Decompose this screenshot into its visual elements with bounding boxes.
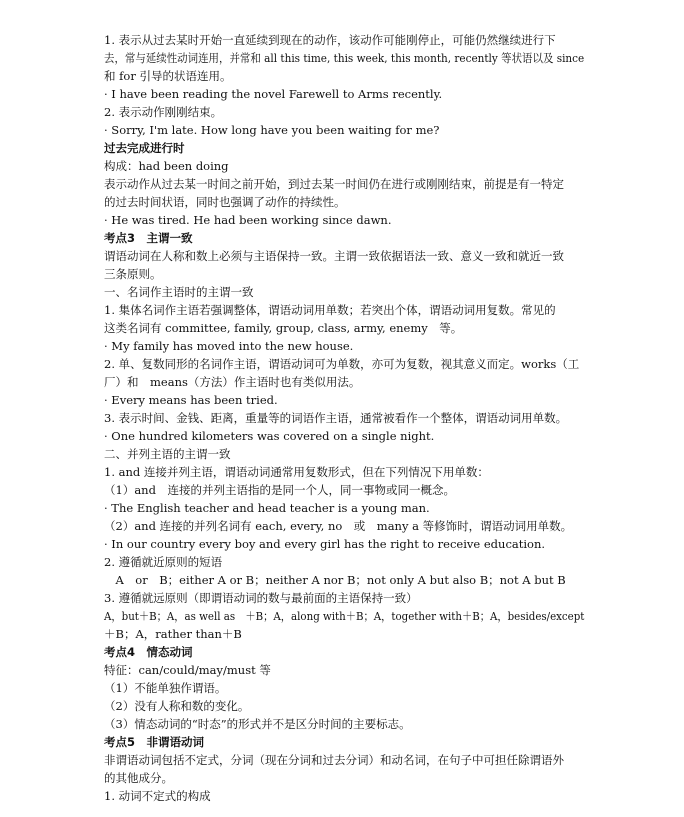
example-sentence: · My family has moved into the new house.	[104, 339, 354, 353]
text-line: 3. 表示时间、金钱、距离，重量等的词语作主语，通常被看作一个整体，谓语动词用单数。	[104, 411, 568, 425]
text-line: （1）不能单独作谓语。	[104, 681, 227, 695]
text-line: 1. 集体名词作主语若强调整体，谓语动词用单数；若突出个体，谓语动词用复数。常见的	[104, 303, 556, 317]
text-line: 三条原则。	[104, 267, 162, 281]
text-line: 和 for 引导的状语连用。	[104, 69, 232, 83]
text-line: A，but＋B；A，as well as ＋B；A，along with＋B；A，together with＋B；A，besides/except	[104, 609, 585, 623]
text-line: （1）and 连接的并列主语指的是同一个人，同一事物或同一概念。	[104, 483, 455, 497]
text-line: 的其他成分。	[104, 771, 173, 785]
text-line: 这类名词有 committee, family, group, class, army, enemy 等。	[104, 321, 463, 335]
text-line: 1. and 连接并列主语，谓语动词通常用复数形式，但在下列情况下用单数：	[104, 465, 489, 479]
section-heading: 考点5 非谓语动词	[104, 735, 205, 749]
text-line: 1. 表示从过去某时开始一直延续到现在的动作，该动作可能刚停止，可能仍然继续进行下	[104, 33, 556, 47]
text-line: 3. 遵循就远原则（即谓语动词的数与最前面的主语保持一致）	[104, 591, 418, 605]
section-heading: 考点4 情态动词	[104, 645, 193, 659]
text-line: 构成：had been doing	[104, 159, 229, 173]
example-sentence: · One hundred kilometers was covered on a single night.	[104, 429, 435, 443]
text-line: 2. 表示动作刚刚结束。	[104, 105, 223, 119]
text-line: 厂）和 means（方法）作主语时也有类似用法。	[104, 375, 361, 389]
example-sentence: · Every means has been tried.	[104, 393, 278, 407]
text-line: 1. 动词不定式的构成	[104, 789, 211, 803]
text-line: 一、名词作主语时的主谓一致	[104, 285, 254, 299]
example-sentence: · Sorry, I'm late. How long have you been waiting for me?	[104, 123, 440, 137]
text-line: 去，常与延续性动词连用，并常和 all this time, this week, this month, recently 等状语以及 since	[104, 51, 585, 65]
text-line: 二、并列主语的主谓一致	[104, 447, 231, 461]
text-line: 特征：can/could/may/must 等	[104, 663, 271, 677]
example-sentence: · In our country every boy and every girl has the right to receive education.	[104, 537, 546, 551]
text-line: A or B；either A or B；neither A nor B；not only A but also B；not A but B	[104, 573, 566, 587]
document-page	[104, 31, 584, 805]
text-line: 2. 单、复数同形的名词作主语，谓语动词可为单数，亦可为复数，视其意义而定。works（工	[104, 357, 580, 371]
example-sentence: · He was tired. He had been working since dawn.	[104, 213, 392, 227]
text-line: 谓语动词在人称和数上必须与主语保持一致。主谓一致依据语法一致、意义一致和就近一致	[104, 249, 564, 263]
text-line: 非谓语动词包括不定式，分词（现在分词和过去分词）和动名词，在句子中可担任除谓语外	[104, 753, 564, 767]
text-line: （3）情态动词的“时态”的形式并不是区分时间的主要标志。	[104, 717, 411, 731]
section-heading: 考点3 主谓一致	[104, 231, 193, 245]
text-line: 表示动作从过去某一时间之前开始，到过去某一时间仍在进行或刚刚结束，前提是有一特定	[104, 177, 564, 191]
section-heading: 过去完成进行时	[104, 141, 185, 155]
text-line: ＋B；A，rather than＋B	[104, 627, 242, 641]
text-line: 2. 遵循就近原则的短语	[104, 555, 223, 569]
text-line: （2）没有人称和数的变化。	[104, 699, 250, 713]
text-line: 的过去时间状语，同时也强调了动作的持续性。	[104, 195, 346, 209]
example-sentence: · I have been reading the novel Farewell to Arms recently.	[104, 87, 443, 101]
example-sentence: · The English teacher and head teacher is a young man.	[104, 501, 430, 515]
text-line: （2）and 连接的并列名词有 each, every, no 或 many a 等修饰时，谓语动词用单数。	[104, 519, 573, 533]
